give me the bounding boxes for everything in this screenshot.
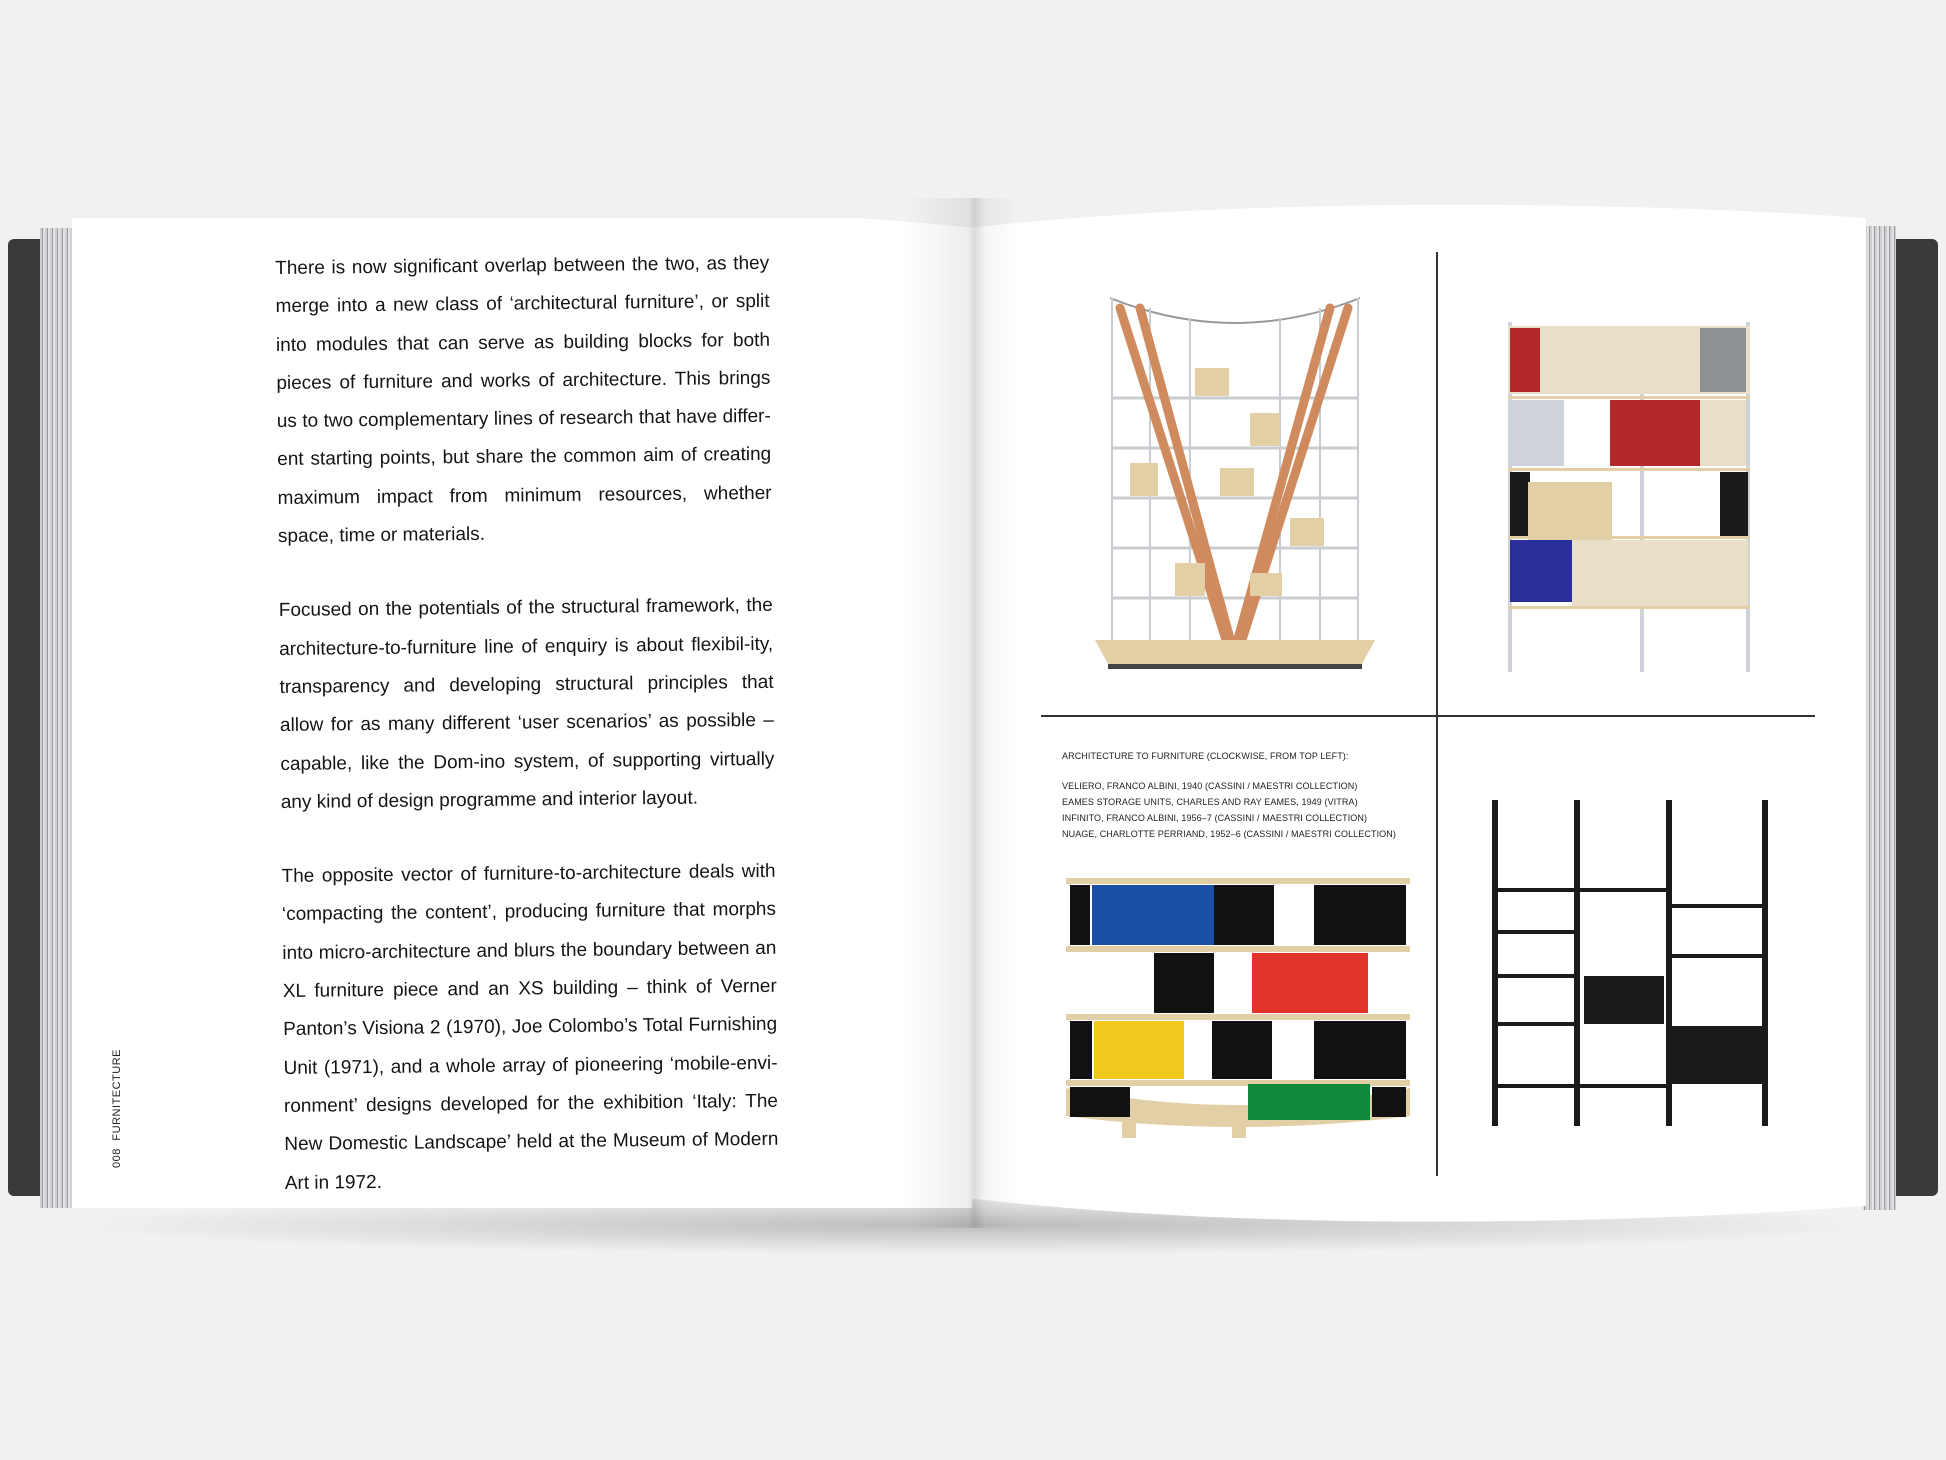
caption-line: INFINITO, FRANCO ALBINI, 1956–7 (CASSINI / MAESTRI COLLECTION) <box>1062 813 1368 823</box>
infinito-bookcase-image <box>1480 796 1780 1132</box>
nuage-bookcase-image <box>1062 876 1414 1142</box>
grid-divider-vertical <box>1436 252 1438 1176</box>
page-edges-left <box>40 228 75 1208</box>
caption-title: ARCHITECTURE TO FURNITURE (CLOCKWISE, FROM TOP LEFT): <box>1062 751 1349 761</box>
figure-caption <box>1062 748 1422 842</box>
grid-divider-horizontal <box>1041 715 1815 717</box>
caption-line: NUAGE, CHARLOTTE PERRIAND, 1952–6 (CASSINI / MAESTRI COLLECTION) <box>1062 829 1396 839</box>
caption-line: VELIERO, FRANCO ALBINI, 1940 (CASSINI / MAESTRI COLLECTION) <box>1062 781 1358 791</box>
page-number: 008 <box>111 1148 123 1168</box>
veliero-bookcase-image <box>1090 288 1380 678</box>
paragraph: The opposite vector of furniture-to-architecture deals with ‘compacting the content’, producing furniture that morphs into micro-architecture and blurs the boundary between an XL furniture piece and an XS building – think of Verner Panton’s Visiona 2 (1970), Joe Colombo’s Total Furnishing Unit (1971), and a whole array of pioneering ‘mobile-envi-ronment’ designs developed for the exhibition ‘Italy: The New Domestic Landscape’ held at the Museum of Modern Art in 1972. <box>281 860 779 1194</box>
caption-line: EAMES STORAGE UNITS, CHARLES AND RAY EAMES, 1949 (VITRA) <box>1062 797 1358 807</box>
eames-storage-unit-image <box>1500 322 1760 680</box>
page-edges-right <box>1862 226 1896 1210</box>
running-head: FURNITECTURE <box>111 1049 123 1141</box>
folio <box>111 1049 123 1168</box>
book-gutter <box>905 198 1020 1228</box>
body-text <box>275 245 779 1239</box>
paragraph: Focused on the potentials of the structural framework, the architecture-to-furniture line of enquiry is about flexibil-ity, transparency and developing structural principles that allow for as many different ‘user scenarios’ as possible – capable, like the Dom-ino system, of supporting virtually any kind of design programme and interior layout. <box>278 595 775 813</box>
paragraph: There is now significant overlap between the two, as they merge into a new class of ‘architectural furniture’, or split into modules that can serve as building blocks for both pieces of furniture and works of architecture. This brings us to two complementary lines of research that have differ-ent starting points, but share the common aim of creating maximum impact from minimum resources, whether space, time or materials. <box>275 252 772 548</box>
